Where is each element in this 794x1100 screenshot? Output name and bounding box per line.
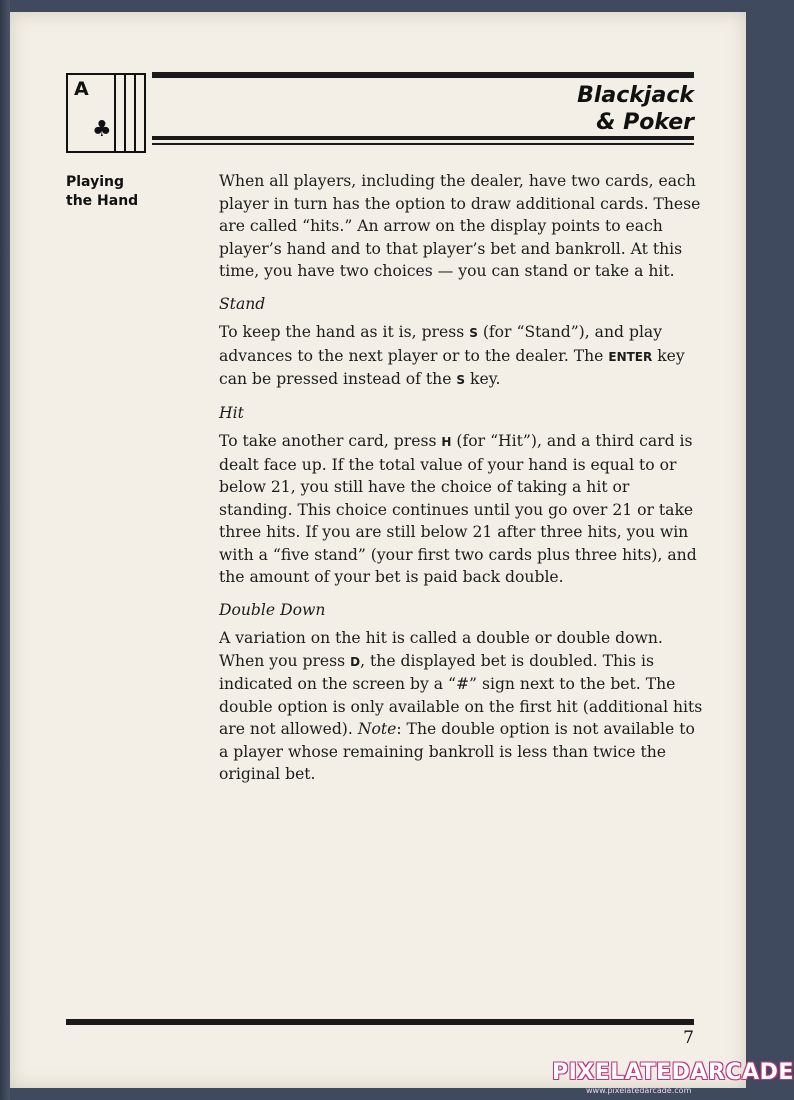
text-run: To take another card, press — [219, 432, 442, 450]
text-run: (for “Stand”), and play advances to the next player or to the dealer. The — [219, 323, 663, 365]
double-down-heading: Double Down — [219, 600, 326, 619]
header-rule-bottom-thin — [152, 143, 694, 145]
body-text — [219, 170, 705, 786]
footer-rule — [66, 1019, 694, 1025]
watermark-logo: PIXELATEDARCADE — [552, 1060, 794, 1085]
card-stack-edge — [124, 75, 126, 151]
hit-heading: Hit — [219, 403, 244, 422]
text-run: : The double option is not available to a player whose remaining bankroll is less than twice the original bet. — [219, 720, 695, 783]
text-run: (for “Hit”), and a third card is dealt face up. If the total value of your hand is equal to or below 21, you still have the choice of taking a hit or standing. This choice continues until you go over 21 or take three hits. If you are still below 21 after three hits, you win with a “five stand” (your first two cards plus three hits), and the amount of your bet is paid back double. — [219, 432, 697, 586]
page-number: 7 — [683, 1028, 694, 1048]
stand-paragraph — [219, 321, 705, 392]
title-line-1: Blackjack — [577, 83, 694, 108]
key-d: D — [350, 654, 361, 669]
double-down-paragraph — [219, 627, 705, 786]
hit-paragraph — [219, 430, 705, 589]
key-s: S — [469, 326, 478, 340]
club-suit-icon: ♣ — [92, 117, 112, 142]
card-rank: A — [74, 78, 89, 100]
stand-heading: Stand — [219, 294, 266, 313]
key-enter: ENTER — [608, 349, 653, 364]
manual-page — [10, 12, 746, 1088]
header-rule-bottom — [152, 136, 694, 140]
key-h: H — [441, 435, 452, 449]
text-run: To keep the hand as it is, press — [219, 323, 470, 341]
card-face — [68, 75, 116, 151]
background-edge — [0, 0, 10, 1100]
text-run: , the displayed bet is doubled. This is indicated on the screen by a “#” sign next to the bet. The double option is only available on the first hit (additional hits are not allowed). — [219, 651, 703, 738]
text-run: key. — [465, 370, 501, 388]
page-title — [577, 82, 694, 136]
text-run: A variation on the hit is called a double or double down. When you press — [219, 629, 663, 670]
card-stack-edge — [134, 75, 136, 151]
intro-paragraph: When all players, including the dealer, have two cards, each player in turn has the option to draw additional cards. These are called “hits.” An arrow on the display points to each player’s hand and to that player’s bet and bankroll. At this time, you have two choices — you can stand or take a hit. — [219, 172, 701, 280]
sidehead-line-1: Playing — [66, 174, 124, 190]
sidehead-line-2: the Hand — [66, 193, 139, 209]
note-label: Note — [357, 720, 397, 738]
key-s: S — [456, 373, 466, 387]
header-rule-top — [152, 72, 694, 78]
text-run: key can be pressed instead of the — [219, 346, 685, 388]
playing-card-icon — [66, 73, 146, 153]
section-sidehead — [66, 173, 156, 211]
title-line-2: & Poker — [596, 110, 694, 135]
watermark-url: www.pixelatedarcade.com — [586, 1086, 692, 1095]
